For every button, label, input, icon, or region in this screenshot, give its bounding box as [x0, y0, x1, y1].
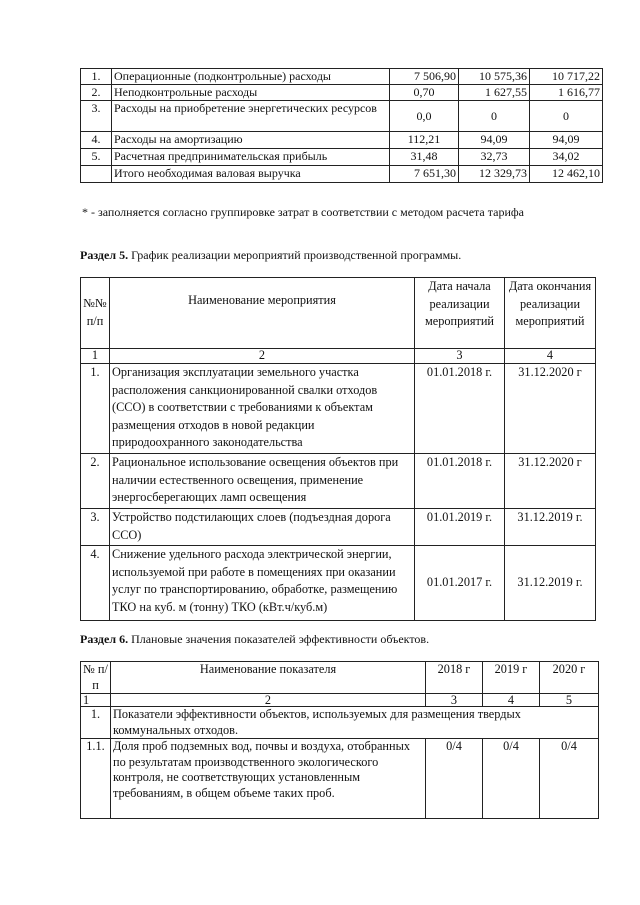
table-row [81, 149, 603, 166]
cost-value: 0 [459, 101, 530, 132]
table-row [81, 69, 603, 85]
indicator-name: Доля проб подземных вод, почвы и воздуха, отобранных по результатам производственного экологического контроля, не соответствующих установленным требованиям, в общем объеме таких проб. [111, 739, 426, 819]
section5-title: График реализации мероприятий производственной программы. [131, 248, 462, 262]
start-date: 01.01.2018 г. [415, 454, 505, 509]
cost-value: 7 506,90 [390, 69, 459, 85]
row-number: 4. [81, 546, 110, 621]
section6-title: Плановые значения показателей эффективности объектов. [131, 632, 430, 646]
measure-name: Рациональное использование освещения объектов при наличии естественного освещения, применение энергосберегающих ламп освещения [110, 454, 415, 509]
col-number: 1 [81, 349, 110, 364]
header-num: №№ п/п [81, 278, 110, 349]
costs-table [80, 68, 603, 183]
col-number: 3 [415, 349, 505, 364]
measure-name: Устройство подстилающих слоев (подъездная дорога ССО) [110, 509, 415, 546]
row-number: 2. [81, 85, 112, 101]
row-number: 1. [81, 707, 111, 739]
cost-value: 12 462,10 [530, 166, 603, 183]
col-number: 4 [505, 349, 596, 364]
header-name: Наименование мероприятия [110, 278, 415, 349]
cost-value: 7 651,30 [390, 166, 459, 183]
cost-value: 0,0 [390, 101, 459, 132]
indicator-value: 0/4 [483, 739, 540, 819]
table-row [81, 364, 596, 454]
col-number: 2 [110, 349, 415, 364]
row-number: 3. [81, 509, 110, 546]
col-number: 3 [426, 694, 483, 707]
section6-heading [80, 632, 429, 647]
indicators-table [80, 661, 599, 819]
start-date: 01.01.2018 г. [415, 364, 505, 454]
cost-value: 10 717,22 [530, 69, 603, 85]
end-date: 31.12.2020 г [505, 454, 596, 509]
section5-label: Раздел 5. [80, 248, 129, 262]
cost-value: 0 [530, 101, 603, 132]
section5-heading [80, 248, 461, 263]
col-number: 1 [81, 694, 111, 707]
header-num: № п/п [81, 662, 111, 694]
table-row [81, 546, 596, 621]
row-number [81, 166, 112, 183]
end-date: 31.12.2019 г. [505, 546, 596, 621]
row-number: 1. [81, 69, 112, 85]
header-name: Наименование показателя [111, 662, 426, 694]
table-row [81, 739, 599, 819]
table-row-total [81, 166, 603, 183]
table-header-row [81, 278, 596, 349]
cost-name: Итого необходимая валовая выручка [112, 166, 390, 183]
column-numbers-row [81, 694, 599, 707]
indicator-value: 0/4 [540, 739, 599, 819]
measure-name: Организация эксплуатации земельного участка расположения санкционированной свалки отходов (ССО) в соответствии с требованиями к объектам размещения отходов в новой редакции природоохранного законодательства [110, 364, 415, 454]
cost-name: Расчетная предпринимательская прибыль [112, 149, 390, 166]
cost-value: 112,21 [390, 132, 459, 149]
end-date: 31.12.2020 г [505, 364, 596, 454]
table-row [81, 454, 596, 509]
cost-value: 12 329,73 [459, 166, 530, 183]
cost-value: 94,09 [459, 132, 530, 149]
col-number: 2 [111, 694, 426, 707]
row-number: 1. [81, 364, 110, 454]
cost-value: 0,70 [390, 85, 459, 101]
end-date: 31.12.2019 г. [505, 509, 596, 546]
start-date: 01.01.2019 г. [415, 509, 505, 546]
schedule-table [80, 277, 596, 621]
column-numbers-row [81, 349, 596, 364]
group-title: Показатели эффективности объектов, используемых для размещения твердых коммунальных отходов. [111, 707, 599, 739]
cost-name: Расходы на приобретение энергетических ресурсов [112, 101, 390, 132]
cost-value: 1 616,77 [530, 85, 603, 101]
cost-name: Неподконтрольные расходы [112, 85, 390, 101]
cost-name: Операционные (подконтрольные) расходы [112, 69, 390, 85]
cost-value: 94,09 [530, 132, 603, 149]
footnote: * - заполняется согласно группировке затрат в соответствии с методом расчета тарифа [82, 205, 524, 219]
header-start-date: Дата начала реализации мероприятий [415, 278, 505, 349]
table-header-row [81, 662, 599, 694]
measure-name: Снижение удельного расхода электрической энергии, используемой при работе в помещениях при оказании услуг по транспортированию, обработке, размещению ТКО на куб. м (тонну) ТКО (кВт.ч/куб.м) [110, 546, 415, 621]
row-number: 3. [81, 101, 112, 132]
cost-value: 31,48 [390, 149, 459, 166]
header-end-date: Дата окончания реализации мероприятий [505, 278, 596, 349]
col-number: 4 [483, 694, 540, 707]
cost-value: 10 575,36 [459, 69, 530, 85]
row-number: 5. [81, 149, 112, 166]
row-number: 4. [81, 132, 112, 149]
col-number: 5 [540, 694, 599, 707]
header-year: 2018 г [426, 662, 483, 694]
header-year: 2019 г [483, 662, 540, 694]
header-year: 2020 г [540, 662, 599, 694]
table-row [81, 101, 603, 132]
table-row [81, 132, 603, 149]
cost-value: 34,02 [530, 149, 603, 166]
table-row [81, 85, 603, 101]
row-number: 1.1. [81, 739, 111, 819]
section6-label: Раздел 6. [80, 632, 129, 646]
indicator-value: 0/4 [426, 739, 483, 819]
start-date: 01.01.2017 г. [415, 546, 505, 621]
row-number: 2. [81, 454, 110, 509]
cost-value: 32,73 [459, 149, 530, 166]
cost-name: Расходы на амортизацию [112, 132, 390, 149]
cost-value: 1 627,55 [459, 85, 530, 101]
group-row [81, 707, 599, 739]
table-row [81, 509, 596, 546]
